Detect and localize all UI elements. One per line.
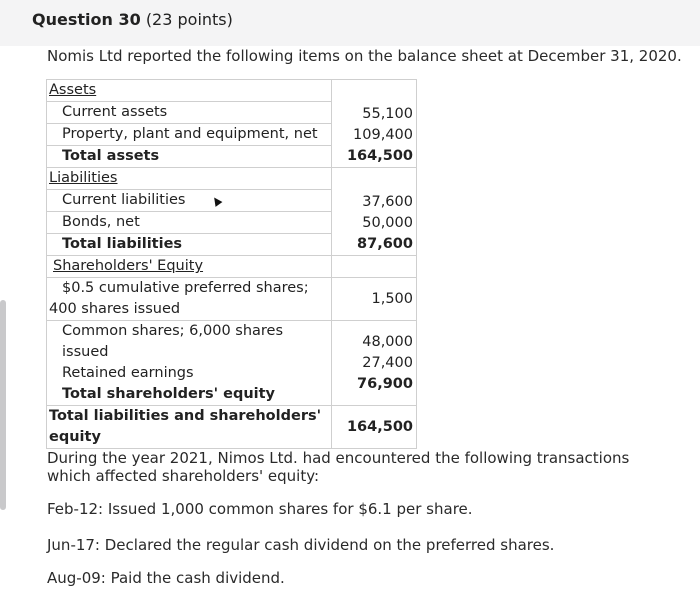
preferred-value: 1,500 bbox=[371, 290, 413, 307]
retained-label: Retained earnings bbox=[62, 365, 194, 381]
equity-header: Shareholders' Equity bbox=[53, 258, 204, 274]
ppe-value: 109,400 bbox=[353, 127, 413, 143]
table-row bbox=[47, 278, 417, 321]
question-number: Question 30 bbox=[32, 10, 141, 29]
transactions-intro: During the year 2021, Nimos Ltd. had encountered the following transactions which affected shareholders' equity: bbox=[47, 449, 630, 485]
question-points: (23 points) bbox=[145, 10, 233, 29]
transaction-item: Aug-09: Paid the cash dividend. bbox=[47, 569, 285, 587]
bonds-value: 50,000 bbox=[362, 215, 413, 231]
table-row bbox=[47, 168, 417, 190]
scroll-rail[interactable] bbox=[0, 300, 6, 510]
total-equity-label: Total shareholders' equity bbox=[62, 386, 276, 402]
table-row bbox=[47, 406, 417, 449]
current-liabilities-label: Current liabilities bbox=[62, 192, 186, 208]
total-liab-equity-value: 164,500 bbox=[346, 418, 413, 435]
intro-text: Nomis Ltd reported the following items on the balance sheet at December 31, 2020. bbox=[47, 47, 682, 65]
transaction-item: Feb-12: Issued 1,000 common shares for $6.1 per share. bbox=[47, 500, 473, 518]
assets-header: Assets bbox=[49, 82, 97, 98]
question-title bbox=[32, 10, 233, 29]
transaction-item: Jun-17: Declared the regular cash dividend on the preferred shares. bbox=[47, 536, 555, 554]
bonds-label: Bonds, net bbox=[62, 214, 140, 230]
total-liab-equity-label-line2: equity bbox=[49, 429, 101, 445]
ppe-label: Property, plant and equipment, net bbox=[62, 126, 318, 142]
mouse-cursor-icon: ▲ bbox=[208, 192, 223, 209]
liabilities-header: Liabilities bbox=[49, 170, 118, 186]
table-row bbox=[47, 321, 417, 406]
current-liabilities-value: 37,600 bbox=[362, 194, 413, 210]
total-liab-equity-label-line1: Total liabilities and shareholders' bbox=[49, 408, 322, 424]
total-liabilities-value: 87,600 bbox=[357, 236, 413, 252]
common-label: Common shares; 6,000 shares issued bbox=[62, 323, 284, 360]
total-equity-value: 76,900 bbox=[357, 375, 413, 392]
retained-value: 27,400 bbox=[362, 354, 413, 371]
table-row bbox=[47, 256, 417, 278]
total-assets-value: 164,500 bbox=[346, 148, 413, 164]
common-value: 48,000 bbox=[362, 333, 413, 350]
total-liabilities-label: Total liabilities bbox=[62, 236, 183, 252]
current-assets-label: Current assets bbox=[62, 104, 168, 120]
balance-sheet-table bbox=[46, 79, 417, 449]
preferred-label-line1: $0.5 cumulative preferred shares; bbox=[62, 280, 309, 296]
current-assets-value: 55,100 bbox=[362, 106, 413, 122]
preferred-label-line2: 400 shares issued bbox=[49, 301, 181, 317]
table-row bbox=[47, 80, 417, 102]
total-assets-label: Total assets bbox=[62, 148, 160, 164]
